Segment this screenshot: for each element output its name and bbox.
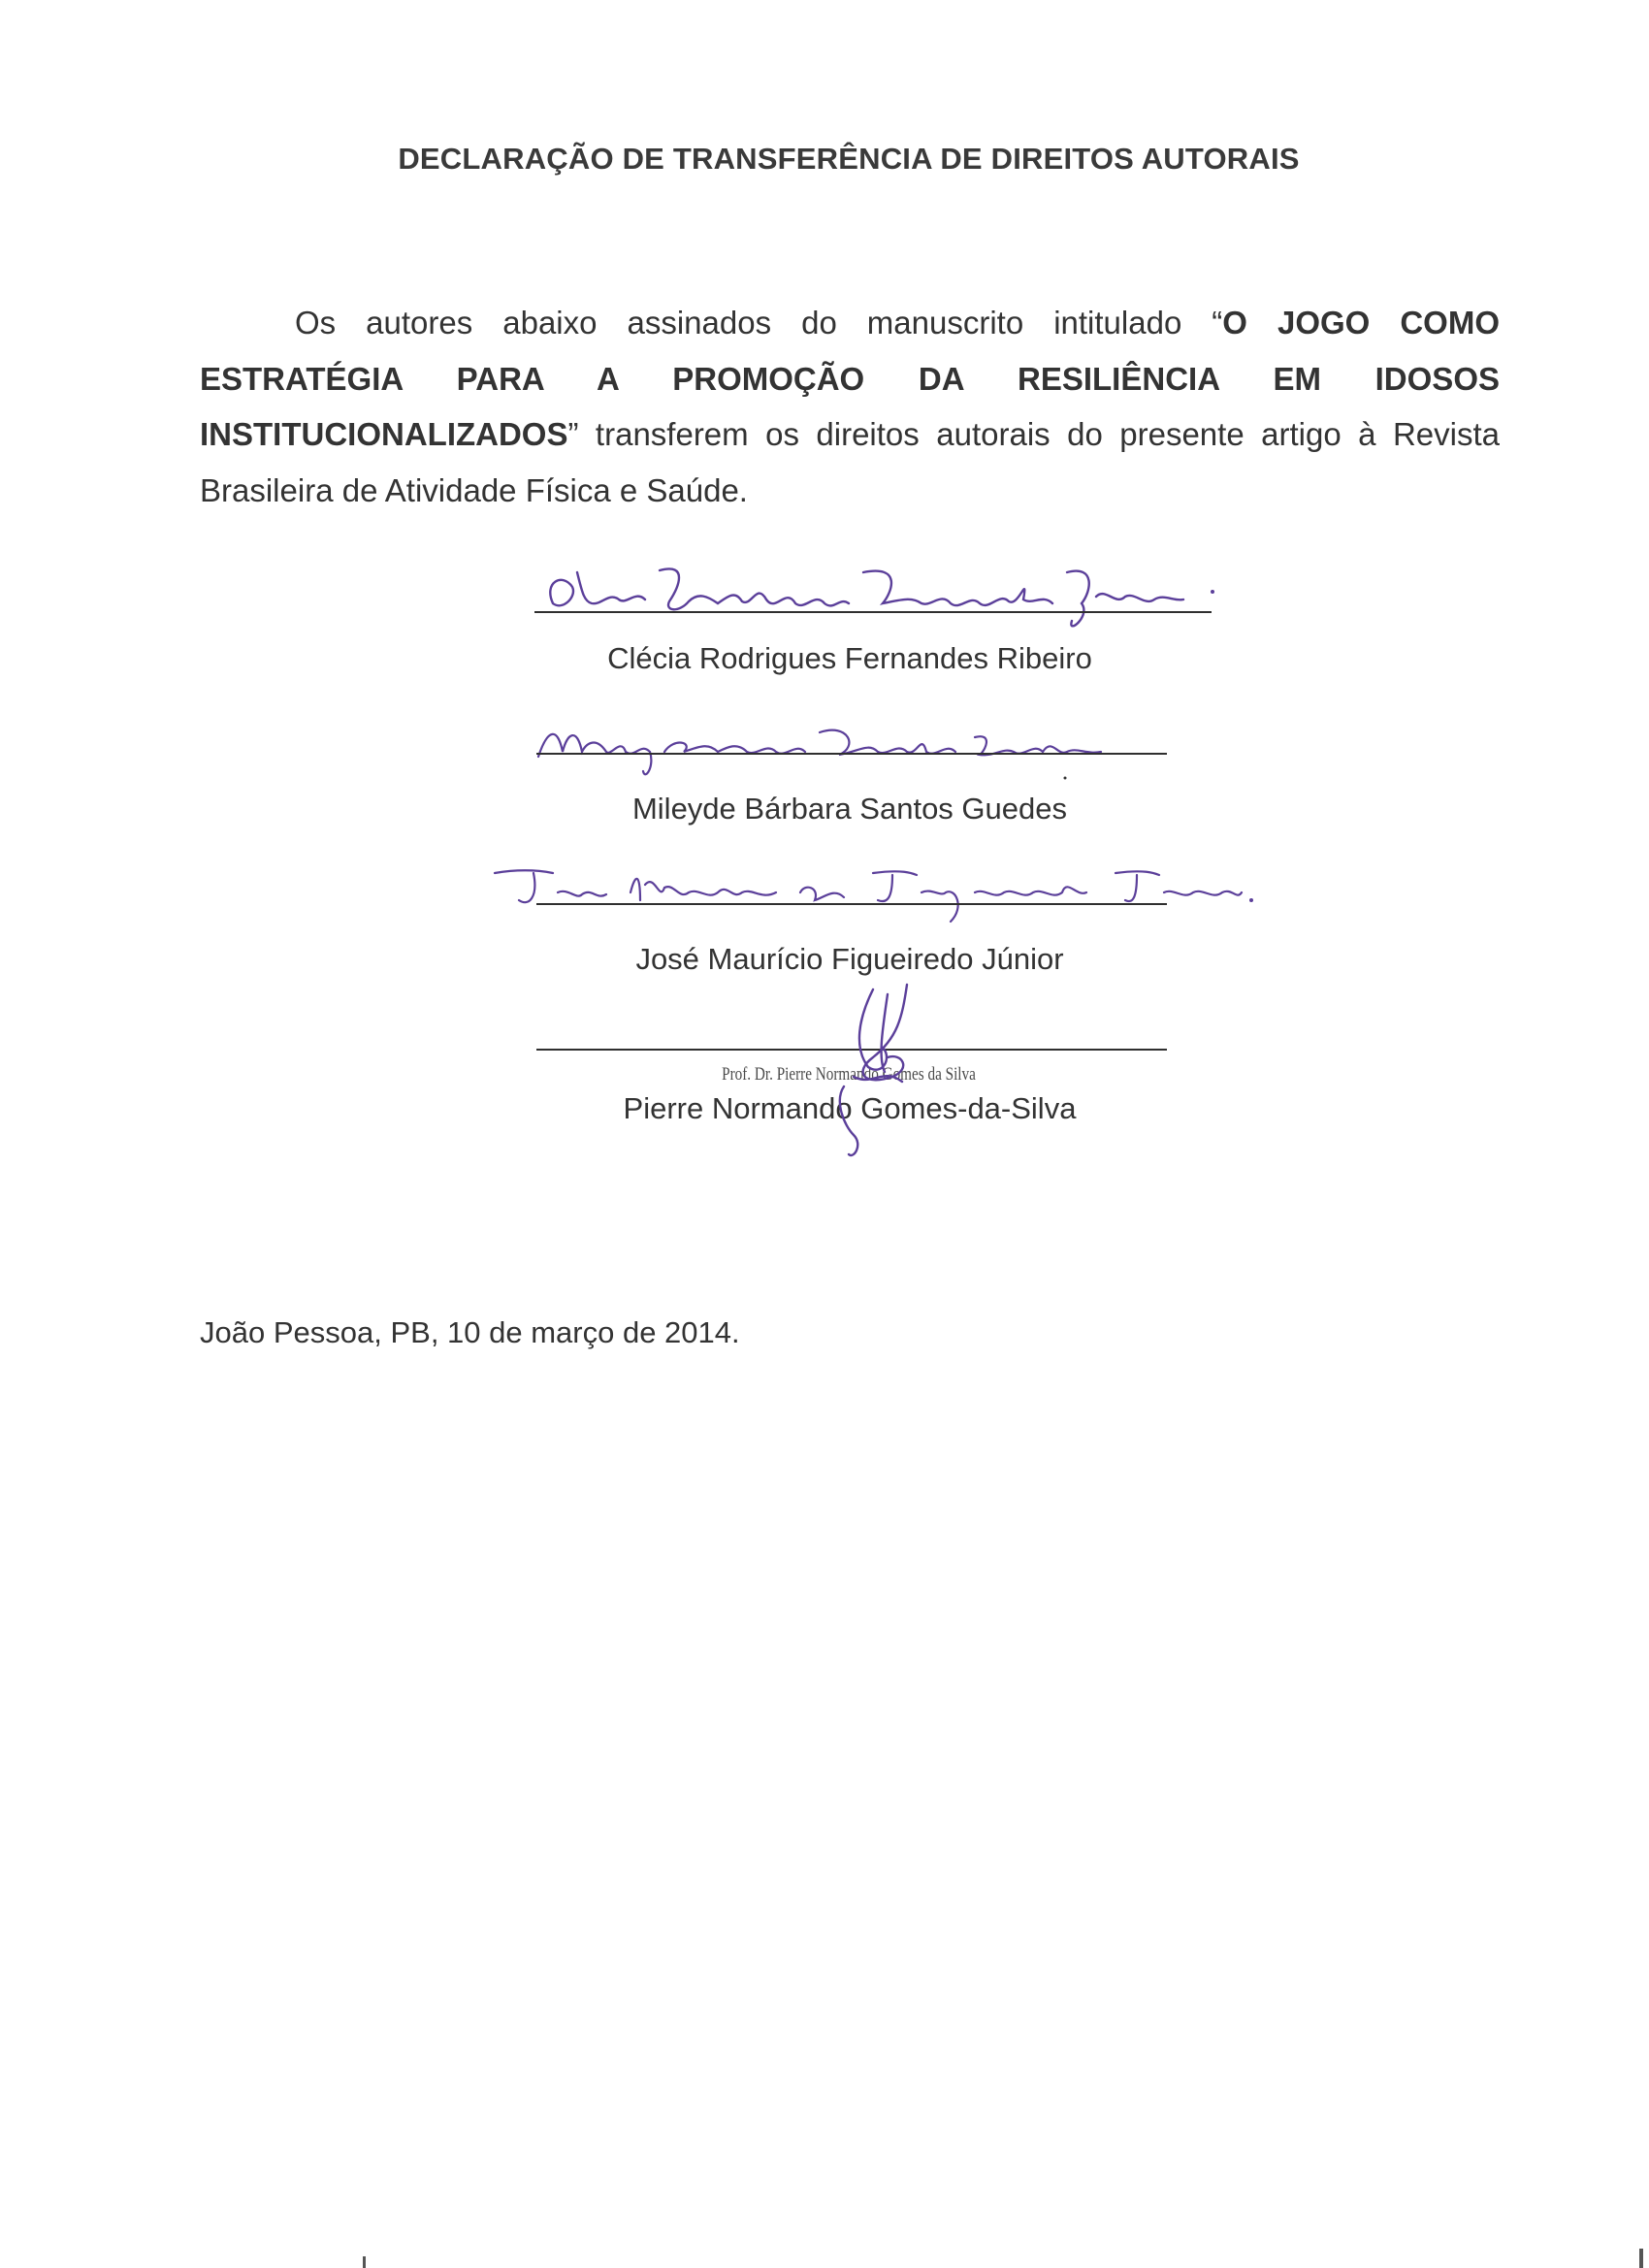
signature-line-1	[534, 611, 1212, 613]
declaration-paragraph	[200, 295, 1500, 518]
signatory-name-4: Pierre Normando Gomes-da-Silva	[623, 1091, 1077, 1125]
signatory-name-2: Mileyde Bárbara Santos Guedes	[631, 792, 1068, 826]
handwritten-signature-1	[524, 543, 1222, 640]
handwritten-signature-2	[529, 698, 1149, 786]
handwritten-signature-3	[485, 844, 1261, 931]
declaration-outro: ” transferem os direitos autorais do presente artigo à Revista Brasileira de Atividade Física e Saúde.	[200, 416, 1500, 508]
date-line: João Pessoa, PB, 10 de março de 2014.	[200, 1315, 740, 1349]
signature-line-3	[536, 903, 1167, 905]
document-title: DECLARAÇÃO DE TRANSFERÊNCIA DE DIREITOS AUTORAIS	[398, 142, 1300, 176]
signatory-name-1: Clécia Rodrigues Fernandes Ribeiro	[607, 641, 1092, 675]
scan-mark-bottom	[363, 2256, 366, 2268]
manuscript-title: O JOGO COMO ESTRATÉGIA PARA A PROMOÇÃO DA RESILIÊNCIA EM IDOSOS INSTITUCIONALIZADOS	[200, 305, 1500, 452]
signatory-name-3: José Maurício Figueiredo Júnior	[635, 942, 1064, 976]
scan-mark-bottom-right	[1639, 2249, 1643, 2268]
signature-line-2	[536, 753, 1167, 755]
handwritten-signature-4	[815, 980, 970, 1164]
declaration-intro: Os autores abaixo assinados do manuscrito intitulado “	[295, 305, 1223, 340]
name-stamp: Prof. Dr. Pierre Normando Gomes da Silva	[722, 1064, 976, 1085]
